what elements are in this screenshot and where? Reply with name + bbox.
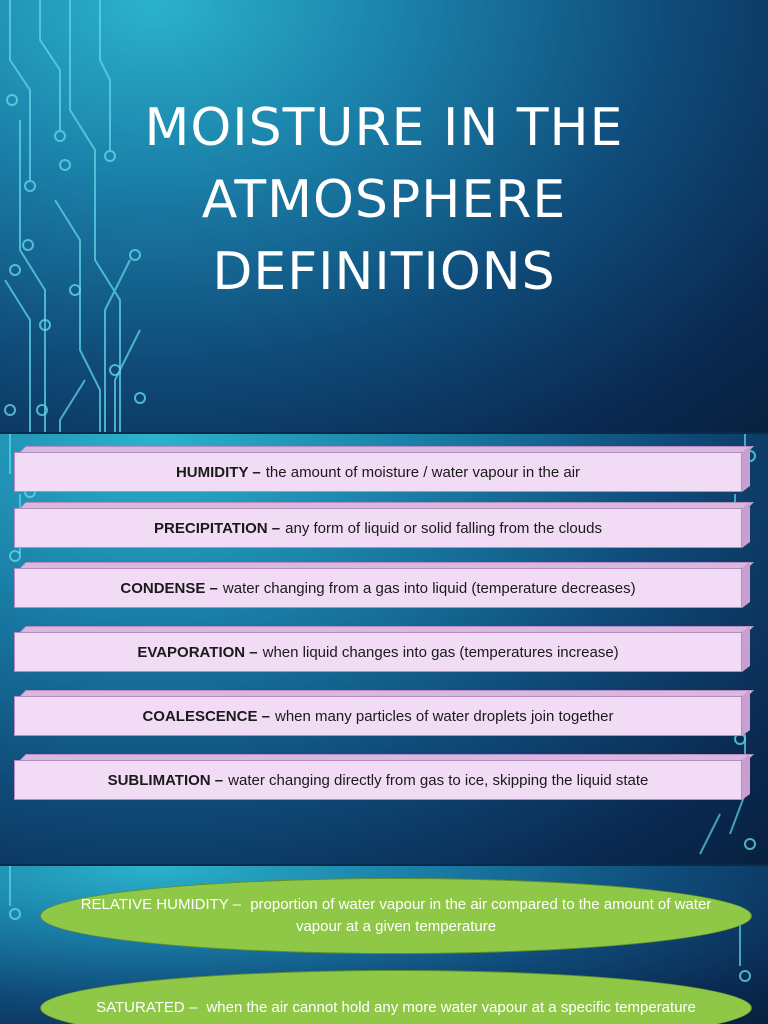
definition-text: water changing from a gas into liquid (temperature decreases) — [222, 579, 636, 597]
definition-text: when the air cannot hold any more water vapour at a specific temperature — [206, 999, 696, 1016]
definition-text: proportion of water vapour in the air compared to the amount of water vapour at a given temperature — [250, 896, 712, 935]
definition-term: COALESCENCE – — [142, 707, 270, 725]
definition-oval-saturated — [40, 970, 752, 1024]
definition-text: water changing directly from gas to ice, skipping the liquid state — [228, 771, 649, 789]
definition-box-evaporation — [14, 626, 750, 672]
definition-box-precipitation — [14, 502, 750, 548]
title-line-2: ATMOSPHERE — [201, 170, 567, 230]
definition-term: RELATIVE HUMIDITY – — [80, 896, 242, 913]
title-slide — [0, 0, 768, 432]
definition-box-humidity — [14, 446, 750, 492]
definition-text: any form of liquid or solid falling from the clouds — [285, 519, 602, 537]
definition-term: SATURATED – — [96, 999, 198, 1016]
definition-term: PRECIPITATION – — [154, 519, 281, 537]
definition-box-coalescence — [14, 690, 750, 736]
definitions-slide — [0, 434, 768, 864]
definition-oval-relative-humidity — [40, 878, 752, 954]
definition-text: when liquid changes into gas (temperatures increase) — [262, 643, 619, 661]
definition-term: HUMIDITY – — [175, 463, 261, 481]
title-line-1: MOISTURE IN THE — [144, 98, 624, 158]
definition-box-sublimation — [14, 754, 750, 800]
definition-box-condense — [14, 562, 750, 608]
definition-text: when many particles of water droplets join together — [275, 707, 614, 725]
definition-term: EVAPORATION – — [137, 643, 258, 661]
slide-title — [0, 92, 768, 308]
definition-text: the amount of moisture / water vapour in the air — [265, 463, 581, 481]
title-line-3: DEFINITIONS — [212, 242, 556, 302]
oval-definitions-slide — [0, 866, 768, 1024]
definition-term: CONDENSE – — [120, 579, 218, 597]
definition-term: SUBLIMATION – — [107, 771, 224, 789]
